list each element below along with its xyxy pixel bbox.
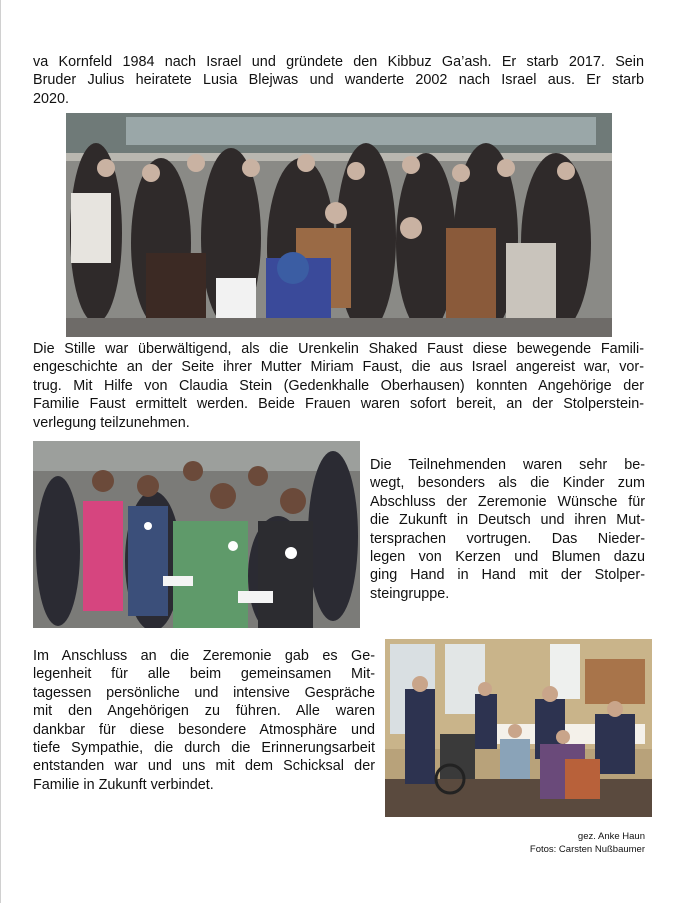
text-line: steingruppe. (370, 585, 450, 602)
photo-children-flowers (33, 441, 360, 628)
text-line: entstanden war und uns mit dem Schicksal der (33, 758, 375, 775)
text-line: va Kornfeld 1984 nach Israel und gründete den Kibbuz Ga’ash. Er starb 2017. Sein (33, 54, 644, 70)
photographer-credit: Fotos: Carsten Nußbaumer (529, 844, 645, 855)
text-line: engeschichte an der Seite ihrer Mutter Miriam Faust, die aus Israel angereist war, vor- (33, 359, 644, 376)
author-signature: gez. Anke Haun (577, 831, 645, 842)
photo-credits (530, 830, 645, 856)
paragraph-silence (33, 340, 644, 432)
photo-ceremony-crowd (66, 113, 612, 337)
photo-ceremony-image (66, 113, 612, 337)
text-line: tagessen persönliche und intensive Gespräche (33, 684, 375, 701)
text-line: 2020. (33, 90, 70, 107)
text-line: Familie in Zukunft verbindet. (33, 776, 214, 793)
text-line: Familie Faust ermittelt werden. Beide Frauen waren sofort bereit, an der Stolperstein- (33, 396, 644, 413)
photo-hall-image (385, 639, 652, 817)
text-line: tersprachen vortrugen. Das Nieder- (370, 530, 645, 547)
paragraph-lunch (33, 647, 375, 794)
text-line: tiefe Sympathie, die durch die Erinnerungsarbeit (33, 740, 375, 757)
text-line: verlegung teilzunehmen. (33, 414, 190, 431)
paragraph-participants (370, 456, 645, 603)
text-line: Abschluss der Zeremonie Wünsche für (370, 493, 645, 510)
text-line: trug. Mit Hilfe von Claudia Stein (Gedenkhalle Oberhausen) konnten Angehörige der (33, 377, 644, 394)
text-line: Bruder Julius heiratete Lusia Blejwas und wanderte 2002 nach Israel aus. Er starb (33, 72, 644, 89)
text-line: mit den Angehörigen zu führen. Alle waren (33, 703, 375, 720)
text-line: legen von Kerzen und Blumen dazu (370, 549, 645, 566)
paragraph-intro (33, 53, 644, 108)
text-line: wegt, besonders als die Kinder zum (370, 475, 645, 492)
page-edge (0, 0, 1, 903)
text-line: ging Hand in Hand mit der Stolper- (370, 567, 645, 584)
text-line: die Zukunft in Deutsch und ihren Mut- (370, 512, 645, 529)
text-line: Die Stille war überwältigend, als die Urenkelin Shaked Faust diese bewegende Famili- (33, 341, 644, 357)
photo-children-image (33, 441, 360, 628)
text-line: Im Anschluss an die Zeremonie gab es Ge- (33, 648, 375, 664)
text-line: dankbar für diese besondere Atmosphäre und (33, 721, 375, 738)
photo-lunch-hall (385, 639, 652, 817)
text-line: Die Teilnehmenden waren sehr be- (370, 457, 645, 473)
text-line: legenheit für alle beim gemeinsamen Mit- (33, 666, 375, 683)
